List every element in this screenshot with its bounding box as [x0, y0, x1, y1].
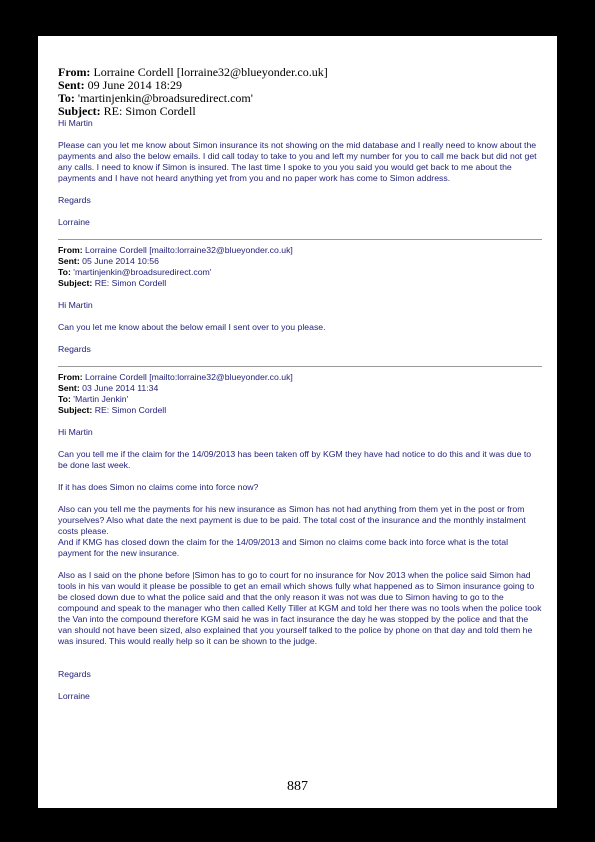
sent-value: 05 June 2014 10:56 — [82, 256, 159, 266]
greeting: Hi Martin — [58, 300, 93, 310]
from-value: Lorraine Cordell [mailto:lorraine32@blueyonder.co.uk] — [85, 245, 293, 255]
from-label: From: — [58, 372, 83, 382]
email-header-2 — [58, 245, 542, 289]
email-paragraph: Can you tell me if the claim for the 14/09/2013 has been taken off by KGM they have had notice to do this and it was due to be done last week. — [58, 449, 532, 470]
sent-label: Sent: — [58, 78, 85, 92]
sent-value: 03 June 2014 11:34 — [82, 383, 159, 393]
email-body: Please can you let me know about Simon insurance its not showing on the mid database and I really need to know about the payments and also the below emails. I did call today to take to you and left my number for you to call me back but did not get any calls. I need to know if Simon is insured. The last time I spoke to you you said you would get back to me about the payments and I have not heard anything yet from you and no paper work has come to Simon address. — [58, 140, 537, 183]
subject-value: RE: Simon Cordell — [94, 278, 167, 288]
document-page — [38, 36, 557, 808]
regards: Regards — [58, 195, 91, 205]
from-value: Lorraine Cordell [lorraine32@blueyonder.co.uk] — [93, 65, 328, 79]
subject-label: Subject: — [58, 405, 93, 415]
email-paragraph: If it has does Simon no claims come into force now? — [58, 482, 259, 492]
email-paragraph: And if KMG has closed down the claim for the 14/09/2013 and Simon no claims come back into force what is the total payment for the new insurance. — [58, 537, 509, 558]
to-value: 'Martin Jenkin' — [73, 394, 129, 404]
sent-label: Sent: — [58, 256, 80, 266]
subject-label: Subject: — [58, 104, 101, 118]
to-label: To: — [58, 394, 71, 404]
sent-label: Sent: — [58, 383, 80, 393]
email-header-1 — [58, 66, 542, 118]
greeting: Hi Martin — [58, 118, 93, 128]
from-value: Lorraine Cordell [mailto:lorraine32@blueyonder.co.uk] — [85, 372, 293, 382]
sent-value: 09 June 2014 18:29 — [87, 78, 183, 92]
to-label: To: — [58, 267, 71, 277]
to-value: 'martinjenkin@broadsuredirect.com' — [73, 267, 212, 277]
from-label: From: — [58, 65, 91, 79]
to-label: To: — [58, 91, 75, 105]
regards: Regards — [58, 669, 91, 679]
email-body: Can you let me know about the below email I sent over to you please. — [58, 322, 326, 332]
from-label: From: — [58, 245, 83, 255]
page-number: 887 — [287, 779, 308, 794]
email-thread — [58, 66, 542, 702]
signature: Lorraine — [58, 217, 90, 227]
subject-value: RE: Simon Cordell — [103, 104, 196, 118]
greeting: Hi Martin — [58, 427, 93, 437]
email-paragraph: Also can you tell me the payments for his new insurance as Simon has not had anything from them yet in the post or from yourselves? Also what date the next payment is due to be paid. The total cost of the insurance and the monthly instalment costs please. — [58, 504, 526, 536]
subject-label: Subject: — [58, 278, 93, 288]
email-paragraph: Also as I said on the phone before |Simon has to go to court for no insurance for Nov 2013 when the police said Simon had tools in his van would it please be possible to get an email which shows fully what happened as to Simon insurance going to be closed down due to what the police said and that the only reason it was not was due to Simon having to go to the compound and speak to the manager who then called Kelly Tiller at KGM and told her there was no tools when the police took the Van into the compound therefore KGM said he was in fact insurance the day he was stopped by the police and that the van should not have been sized, also explained that you yourself talked to the police by phone on that day and told them he was insured. This would really help so it can be shown to the judge. — [58, 570, 542, 646]
subject-value: RE: Simon Cordell — [94, 405, 167, 415]
to-value: 'martinjenkin@broadsuredirect.com' — [77, 91, 253, 105]
signature: Lorraine — [58, 691, 90, 701]
email-header-3 — [58, 372, 542, 416]
regards: Regards — [58, 344, 91, 354]
